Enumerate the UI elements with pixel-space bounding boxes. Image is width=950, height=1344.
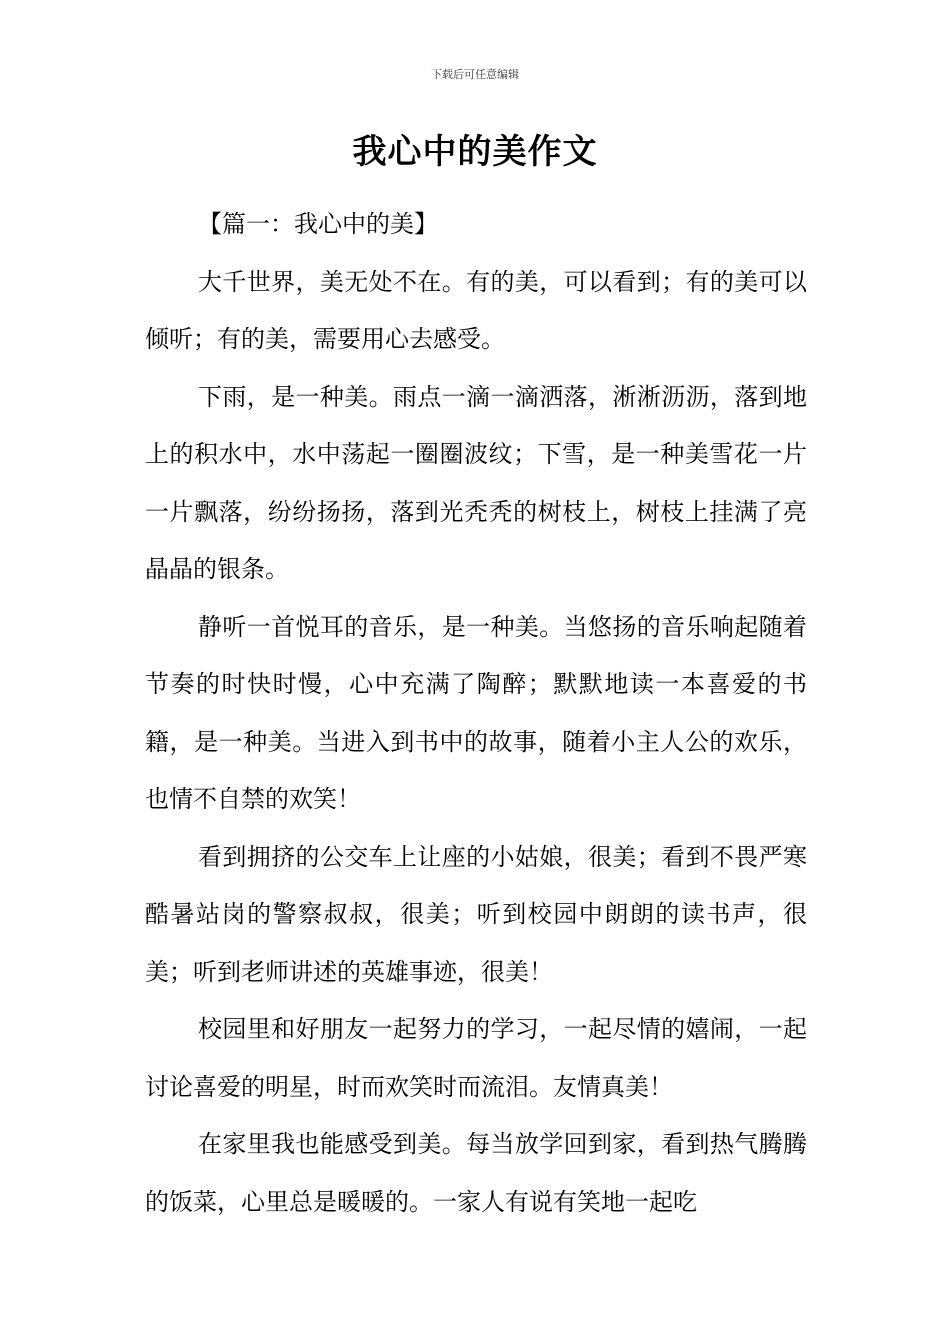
document-body [145,196,807,1231]
paragraph: 下雨，是一种美。雨点一滴一滴洒落，淅淅沥沥，落到地上的积水中，水中荡起一圈圈波纹；下雪，是一种美雪花一片一片飘落，纷纷扬扬，落到光秃秃的树枝上，树枝上挂满了亮晶晶的银条。 [145,382,807,583]
document-title: 我心中的美作文 [352,132,598,172]
paragraph: 在家里我也能感受到美。每当放学回到家，看到热气腾腾的饭菜，心里总是暖暖的。一家人有说有笑地一起吃 [145,1130,807,1216]
paragraph: 看到拥挤的公交车上让座的小姑娘，很美；看到不畏严寒酷暑站岗的警察叔叔，很美；听到校园中朗朗的读书声，很美；听到老师讲述的英雄事迹，很美！ [145,842,807,986]
section-heading: 【篇一：我心中的美】 [198,210,438,238]
paragraph: 大千世界，美无处不在。有的美，可以看到；有的美可以倾听；有的美，需要用心去感受。 [145,267,807,353]
header-note: 下载后可任意编辑 [431,68,519,81]
paragraph: 校园里和好朋友一起努力的学习，一起尽情的嬉闹，一起讨论喜爱的明星，时而欢笑时而流泪。友情真美！ [145,1015,807,1101]
paragraph: 静听一首悦耳的音乐，是一种美。当悠扬的音乐响起随着节奏的时快时慢，心中充满了陶醉；默默地读一本喜爱的书籍，是一种美。当进入到书中的故事，随着小主人公的欢乐，也情不自禁的欢笑！ [145,612,807,813]
